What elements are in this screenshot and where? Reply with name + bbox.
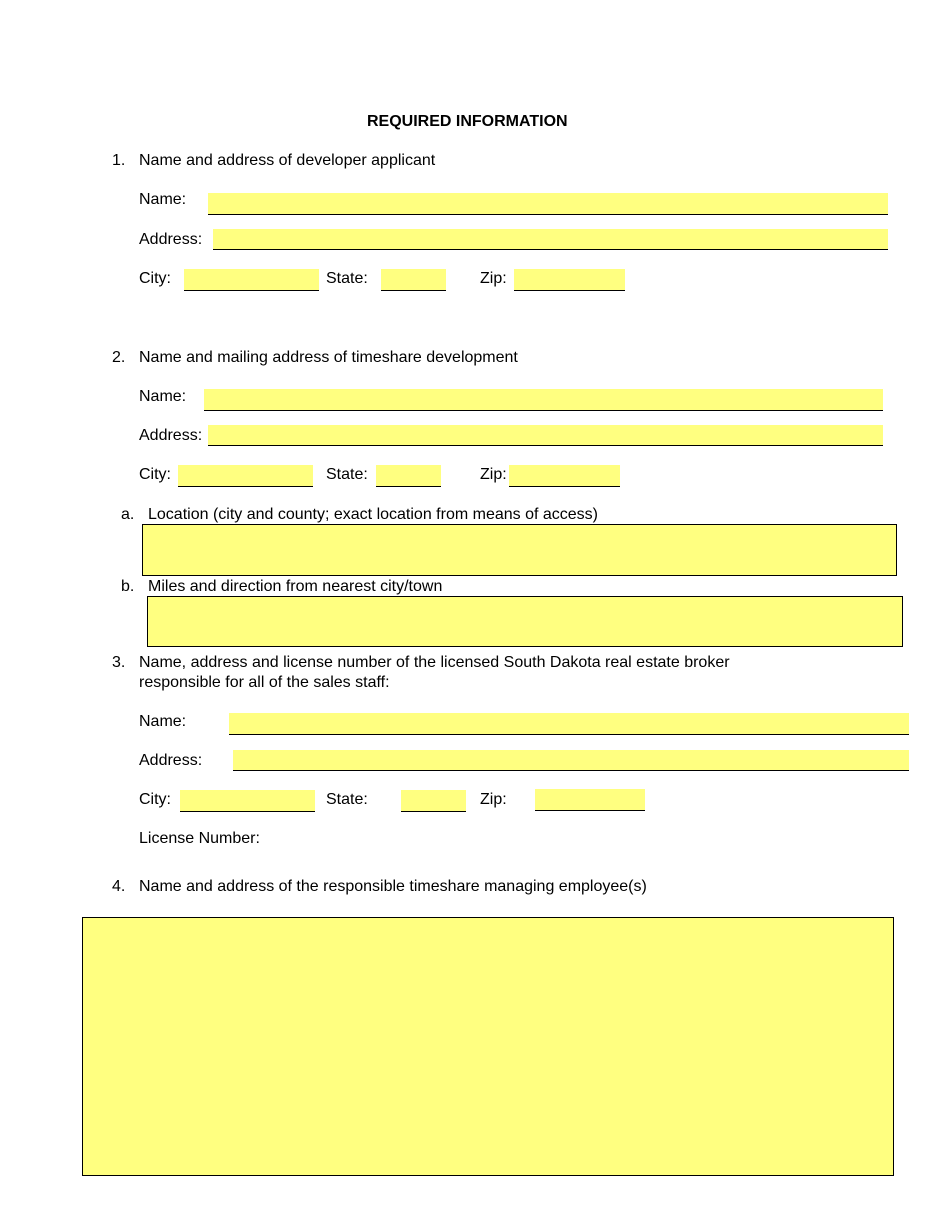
development-state-label: State: <box>326 466 368 483</box>
page-title: REQUIRED INFORMATION <box>367 113 568 130</box>
developer-name-label: Name: <box>139 191 187 208</box>
developer-name-field[interactable] <box>208 193 888 215</box>
broker-zip-label: Zip: <box>480 791 507 808</box>
development-city-field[interactable] <box>178 465 313 487</box>
development-name-field[interactable] <box>204 389 883 411</box>
developer-state-field[interactable] <box>381 269 446 291</box>
broker-name-label: Name: <box>139 713 187 730</box>
developer-address-field[interactable] <box>213 229 888 250</box>
miles-direction-textbox[interactable] <box>147 596 903 647</box>
section-4-number: 4. <box>112 878 126 895</box>
development-address-label: Address: <box>139 427 203 444</box>
broker-address-label: Address: <box>139 752 203 769</box>
developer-state-label: State: <box>326 270 368 287</box>
broker-city-field[interactable] <box>180 790 315 812</box>
location-label: Location (city and county; exact location from means of access) <box>148 506 598 523</box>
development-state-field[interactable] <box>376 465 441 487</box>
section-1-heading: Name and address of developer applicant <box>139 152 436 169</box>
broker-zip-field[interactable] <box>535 789 645 811</box>
section-2-heading: Name and mailing address of timeshare development <box>139 349 518 366</box>
broker-name-field[interactable] <box>229 713 909 735</box>
miles-direction-letter: b. <box>121 578 135 595</box>
developer-city-label: City: <box>139 270 171 287</box>
managing-employee-textbox[interactable] <box>82 917 894 1176</box>
section-2-number: 2. <box>112 349 126 366</box>
section-3-heading-line2: responsible for all of the sales staff: <box>139 674 390 691</box>
broker-address-field[interactable] <box>233 750 909 771</box>
development-zip-label: Zip: <box>480 466 507 483</box>
miles-direction-label: Miles and direction from nearest city/town <box>148 578 443 595</box>
developer-zip-field[interactable] <box>514 269 625 291</box>
developer-address-label: Address: <box>139 231 203 248</box>
developer-city-field[interactable] <box>184 269 319 291</box>
section-3-number: 3. <box>112 654 126 671</box>
development-city-label: City: <box>139 466 171 483</box>
location-textbox[interactable] <box>142 524 897 576</box>
development-zip-field[interactable] <box>509 465 620 487</box>
section-4-heading: Name and address of the responsible timeshare managing employee(s) <box>139 878 647 895</box>
license-number-label: License Number: <box>139 830 260 847</box>
developer-zip-label: Zip: <box>480 270 507 287</box>
broker-state-label: State: <box>326 791 368 808</box>
broker-city-label: City: <box>139 791 171 808</box>
section-3-heading-line1: Name, address and license number of the licensed South Dakota real estate broker <box>139 654 730 671</box>
section-1-number: 1. <box>112 152 126 169</box>
development-name-label: Name: <box>139 388 187 405</box>
broker-state-field[interactable] <box>401 790 466 812</box>
development-address-field[interactable] <box>208 425 883 446</box>
location-letter: a. <box>121 506 135 523</box>
